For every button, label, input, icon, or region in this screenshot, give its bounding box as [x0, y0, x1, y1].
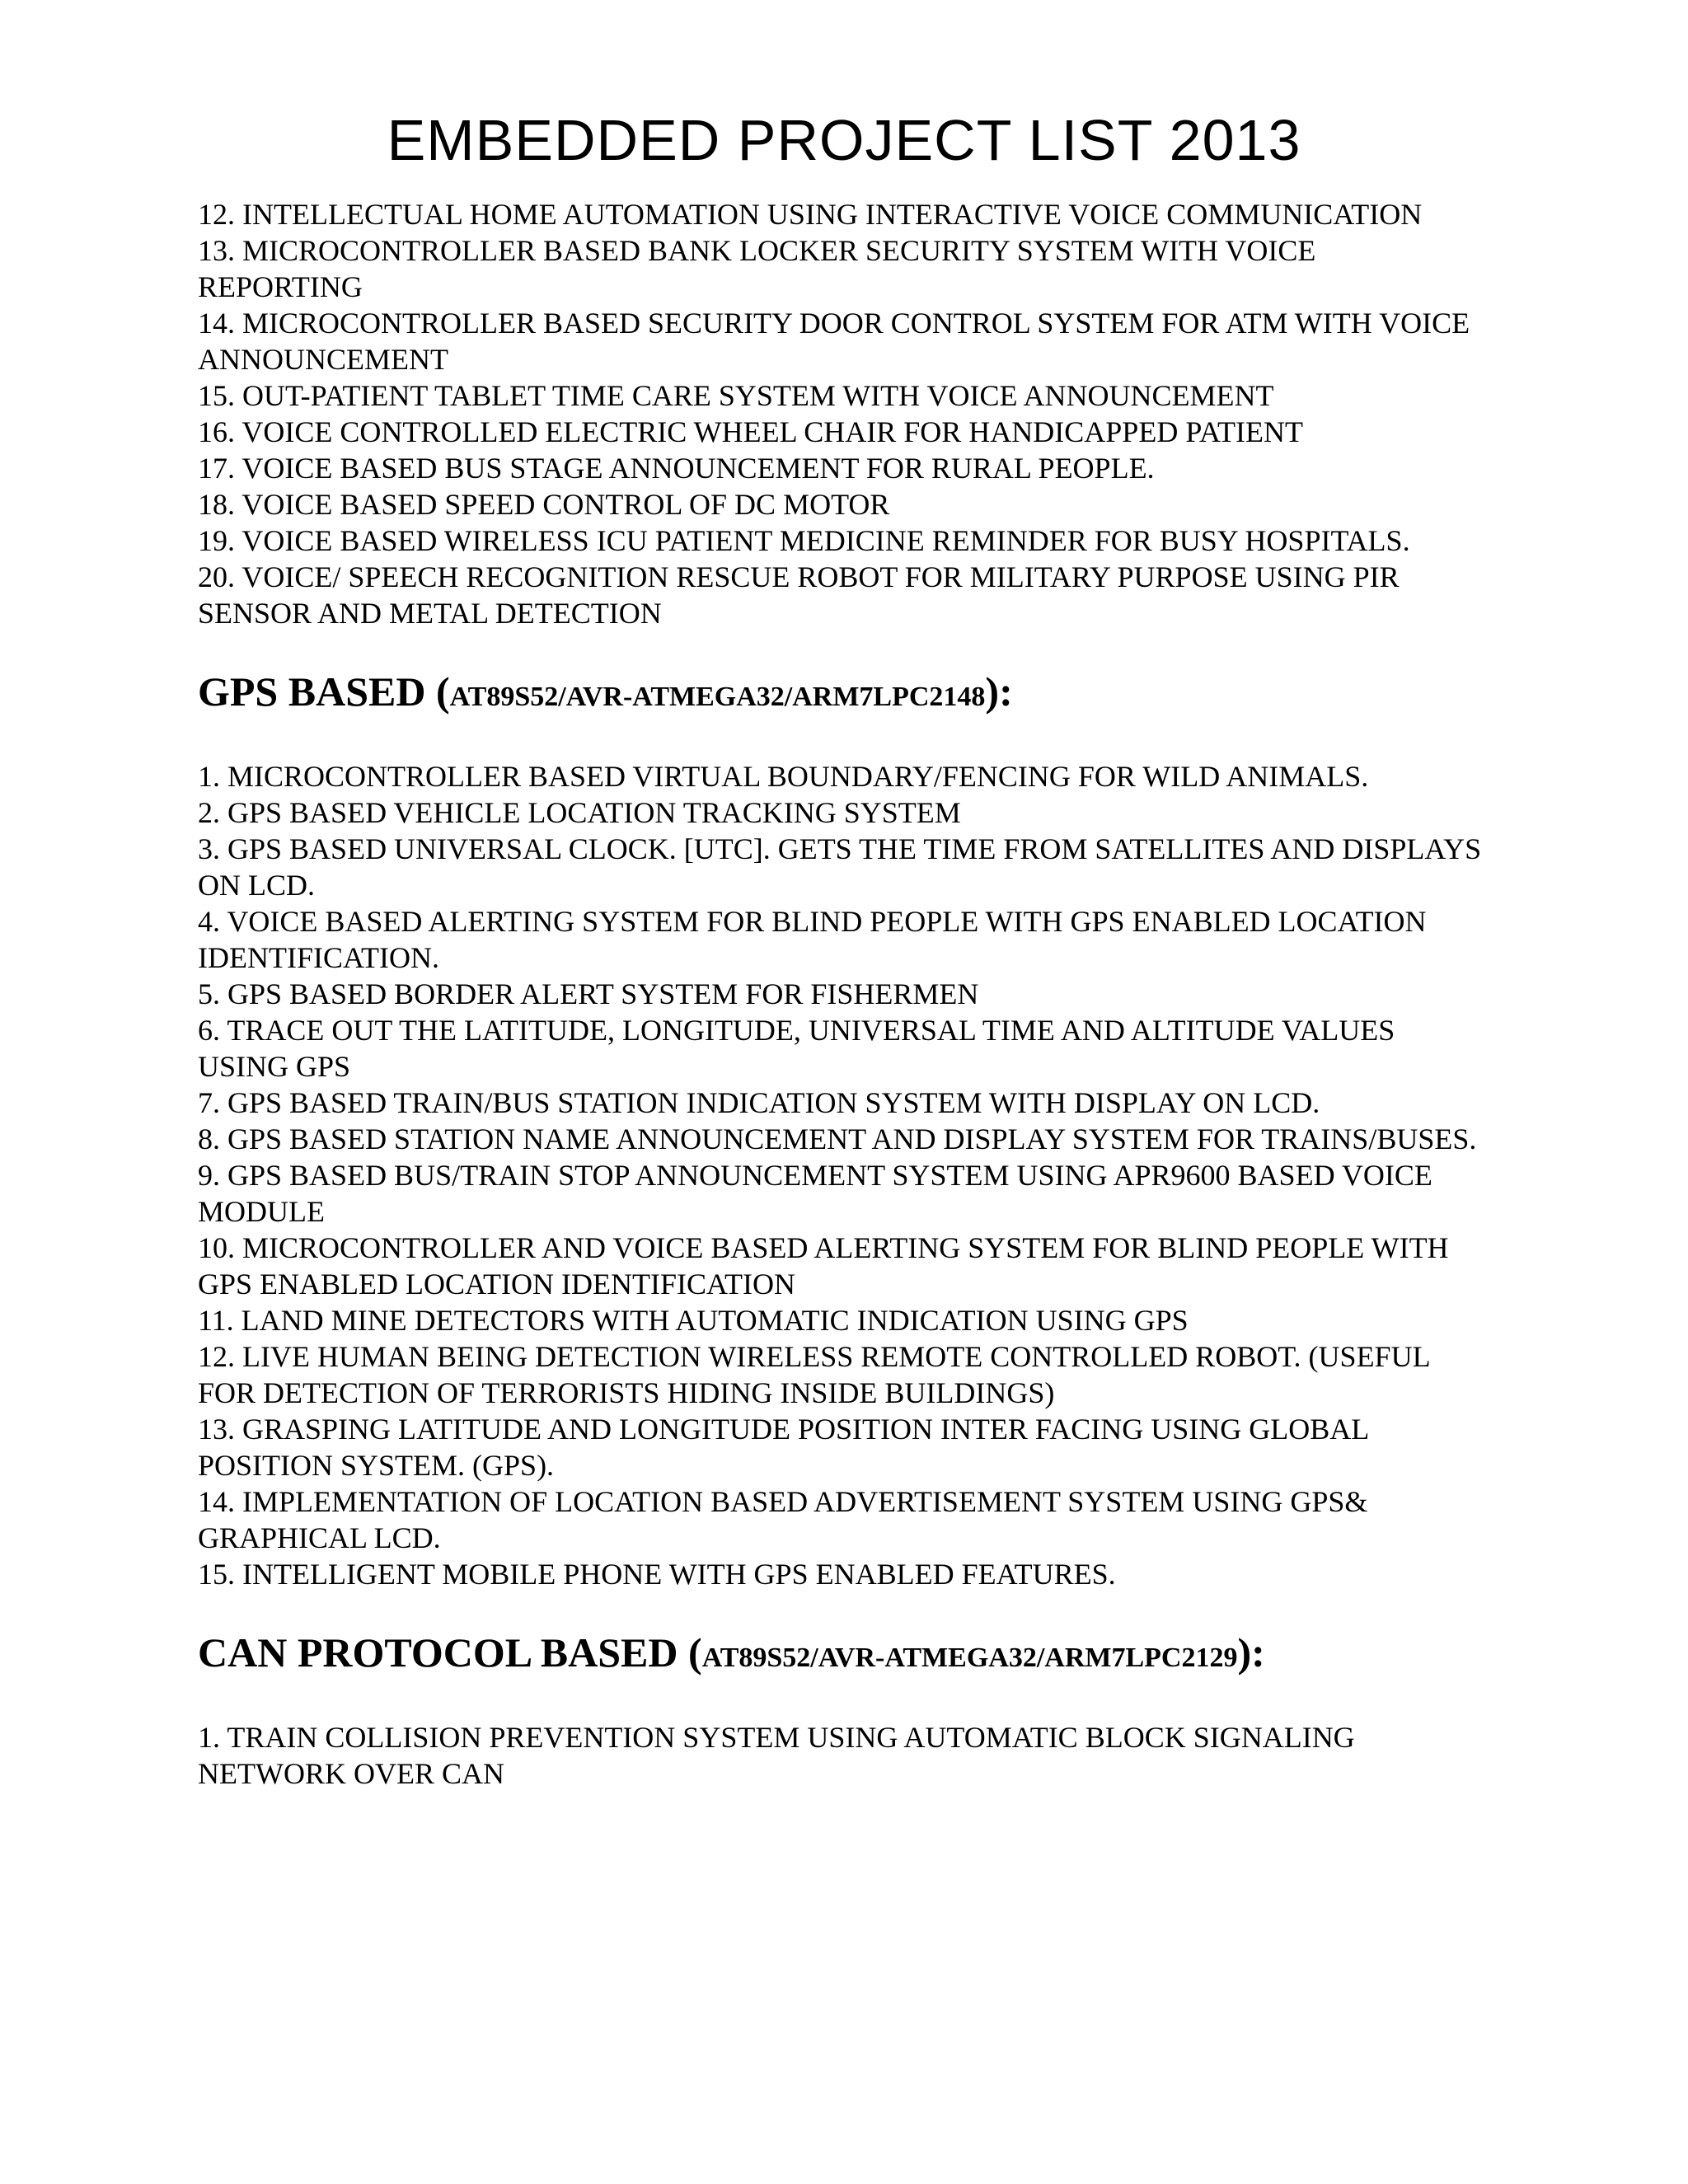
can-heading-close: ):	[1237, 1629, 1265, 1675]
voice-projects-continued-list	[198, 196, 1484, 631]
can-heading-chips: AT89S52/AVR-ATMEGA32/ARM7LPC2129	[701, 1643, 1238, 1673]
list-item: 2. GPS BASED VEHICLE LOCATION TRACKING SYSTEM	[198, 796, 961, 829]
gps-heading-chips: AT89S52/AVR-ATMEGA32/ARM7LPC2148	[449, 682, 986, 712]
gps-projects-list	[198, 758, 1484, 1592]
gps-heading-label: GPS BASED	[198, 668, 426, 715]
list-item: 9. GPS BASED BUS/TRAIN STOP ANNOUNCEMENT SYSTEM USING APR9600 BASED VOICE MODULE	[198, 1159, 1432, 1228]
list-item: 1. TRAIN COLLISION PREVENTION SYSTEM USING AUTOMATIC BLOCK SIGNALING NETWORK OVER CAN	[198, 1721, 1355, 1790]
list-item: 19. VOICE BASED WIRELESS ICU PATIENT MEDICINE REMINDER FOR BUSY HOSPITALS.	[198, 524, 1410, 557]
can-projects-list	[198, 1719, 1484, 1792]
list-item: 11. LAND MINE DETECTORS WITH AUTOMATIC INDICATION USING GPS	[198, 1304, 1189, 1337]
list-item: 16. VOICE CONTROLLED ELECTRIC WHEEL CHAIR FOR HANDICAPPED PATIENT	[198, 415, 1303, 448]
list-item: 13. MICROCONTROLLER BASED BANK LOCKER SECURITY SYSTEM WITH VOICE REPORTING	[198, 234, 1316, 303]
list-item: 14. IMPLEMENTATION OF LOCATION BASED ADVERTISEMENT SYSTEM USING GPS& GRAPHICAL LCD.	[198, 1485, 1368, 1554]
can-heading-label: CAN PROTOCOL BASED	[198, 1629, 678, 1675]
can-heading-open: (	[678, 1629, 702, 1675]
list-item: 15. INTELLIGENT MOBILE PHONE WITH GPS ENABLED FEATURES.	[198, 1558, 1116, 1591]
list-item: 18. VOICE BASED SPEED CONTROL OF DC MOTOR	[198, 488, 890, 521]
list-item: 10. MICROCONTROLLER AND VOICE BASED ALERTING SYSTEM FOR BLIND PEOPLE WITH GPS ENABLED LOCATION IDENTIFICATION	[198, 1231, 1449, 1301]
gps-heading-close: ):	[985, 668, 1013, 715]
list-item: 3. GPS BASED UNIVERSAL CLOCK. [UTC]. GETS THE TIME FROM SATELLITES AND DISPLAYS ON LCD.	[198, 832, 1482, 902]
document-content	[198, 196, 1484, 1792]
list-item: 4. VOICE BASED ALERTING SYSTEM FOR BLIND PEOPLE WITH GPS ENABLED LOCATION IDENTIFICATION.	[198, 905, 1427, 974]
gps-heading-open: (	[425, 668, 450, 715]
list-item: 6. TRACE OUT THE LATITUDE, LONGITUDE, UNIVERSAL TIME AND ALTITUDE VALUES USING GPS	[198, 1014, 1395, 1083]
list-item: 14. MICROCONTROLLER BASED SECURITY DOOR CONTROL SYSTEM FOR ATM WITH VOICE ANNOUNCEMENT	[198, 307, 1470, 376]
page-title: EMBEDDED PROJECT LIST 2013	[387, 108, 1301, 172]
list-item: 12. LIVE HUMAN BEING DETECTION WIRELESS REMOTE CONTROLLED ROBOT. (USEFUL FOR DETECTION OF TERRORISTS HIDING INSIDE BUILDINGS)	[198, 1340, 1430, 1409]
list-item: 8. GPS BASED STATION NAME ANNOUNCEMENT AND DISPLAY SYSTEM FOR TRAINS/BUSES.	[198, 1122, 1477, 1155]
list-item: 12. INTELLECTUAL HOME AUTOMATION USING INTERACTIVE VOICE COMMUNICATION	[198, 198, 1423, 231]
list-item: 17. VOICE BASED BUS STAGE ANNOUNCEMENT FOR RURAL PEOPLE.	[198, 452, 1155, 485]
list-item: 13. GRASPING LATITUDE AND LONGITUDE POSITION INTER FACING USING GLOBAL POSITION SYSTEM. (GPS).	[198, 1413, 1368, 1482]
list-item: 7. GPS BASED TRAIN/BUS STATION INDICATION SYSTEM WITH DISPLAY ON LCD.	[198, 1086, 1320, 1119]
gps-section-heading	[198, 668, 1484, 720]
can-section-heading	[198, 1629, 1484, 1681]
list-item: 5. GPS BASED BORDER ALERT SYSTEM FOR FISHERMEN	[198, 977, 979, 1010]
list-item: 20. VOICE/ SPEECH RECOGNITION RESCUE ROBOT FOR MILITARY PURPOSE USING PIR SENSOR AND METAL DETECTION	[198, 560, 1400, 630]
list-item: 1. MICROCONTROLLER BASED VIRTUAL BOUNDARY/FENCING FOR WILD ANIMALS.	[198, 760, 1369, 793]
list-item: 15. OUT-PATIENT TABLET TIME CARE SYSTEM WITH VOICE ANNOUNCEMENT	[198, 379, 1274, 412]
